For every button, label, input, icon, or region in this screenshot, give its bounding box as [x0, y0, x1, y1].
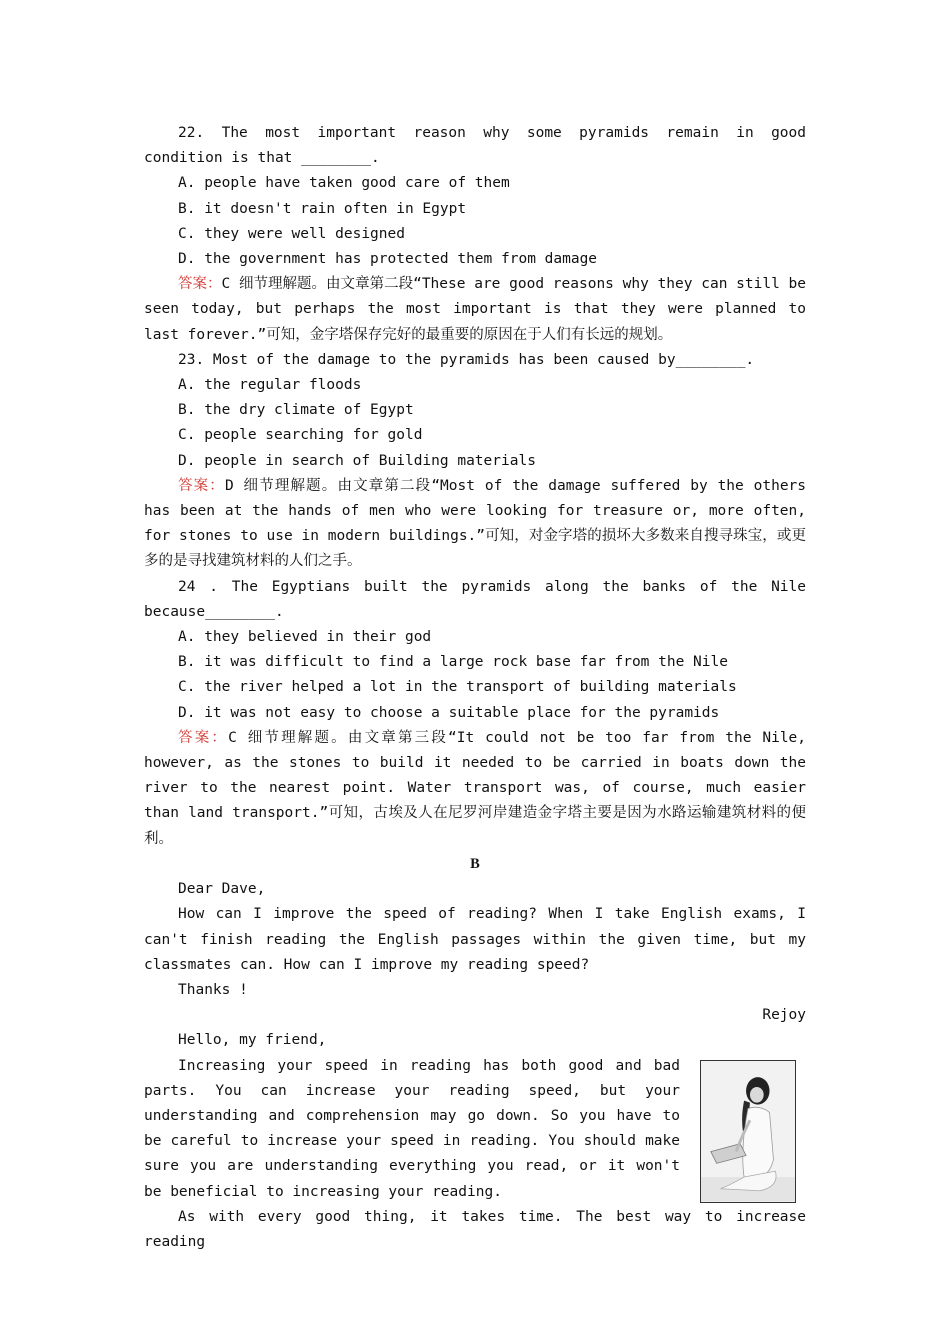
answer-label: 答案： — [178, 276, 222, 293]
q22-answer — [144, 272, 806, 348]
q23-stem: 23. Most of the damage to the pyramids has been caused by________. — [178, 351, 755, 368]
q24-answer-text: C 细节理解题。由文章第三段“It could not be too far from the Nile, however, as the stones to build it needed to be carried in boats down the river to the nearest point. Water transport was, of course, much easier than land transport.”可知，古埃及人在尼罗河岸建造金字塔主要是因为水路运输建筑材料的便利。 — [144, 729, 807, 847]
q22-option-c: C. they were well designed — [178, 225, 405, 242]
q22-stem: 22. The most important reason why some pyramids remain in good condition is that ________. — [144, 125, 806, 167]
q24-option-a: A. they believed in their god — [178, 629, 432, 646]
document-page — [144, 121, 806, 1255]
q22-option-a: A. people have taken good care of them — [178, 175, 510, 192]
q23-answer-text: D 细节理解题。由文章第二段“Most of the damage suffered by the others has been at the hands of men who were looking for treasure or, more often, for stones to use in modern buildings.”可知，对金字塔的损坏大多数来自搜寻珠宝，或更多的是寻找建筑材料的人们之手。 — [144, 477, 807, 570]
q23-option-d: D. people in search of Building materials — [178, 452, 536, 469]
girl-reading-photo — [700, 1060, 796, 1203]
q23-option-b: B. the dry climate of Egypt — [178, 402, 414, 419]
q23-option-a: A. the regular floods — [178, 377, 362, 394]
section-heading: B — [470, 855, 480, 872]
reply-paragraph-1: Increasing your speed in reading has both good and bad parts. You can increase your reading speed, but your understanding and comprehension may go down. So you have to be careful to increase your speed in reading. You should make sure you are understanding everything you read, or it won't be beneficial to increasing your reading. — [144, 1057, 680, 1200]
q23-answer — [144, 474, 806, 575]
q22-answer-text: C 细节理解题。由文章第二段“These are good reasons why they can still be seen today, but perhaps the most important is that they were planned to last forever.”可知，金字塔保存完好的最重要的原因在于人们有长远的规划。 — [144, 276, 807, 343]
q24-stem: 24 . The Egyptians built the pyramids along the banks of the Nile because________. — [144, 578, 806, 620]
letter-signature: Rejoy — [762, 1007, 806, 1024]
girl-reading-icon — [701, 1061, 795, 1202]
q24-option-b: B. it was difficult to find a large rock base far from the Nile — [178, 654, 728, 671]
letter-thanks: Thanks ! — [178, 981, 248, 998]
q24-answer — [144, 726, 806, 852]
q22-option-b: B. it doesn't rain often in Egypt — [178, 200, 467, 217]
answer-label: 答案： — [178, 477, 225, 494]
letter-greeting: Dear Dave, — [178, 881, 266, 898]
letter-body: How can I improve the speed of reading? When I take English exams, I can't finish reading the English passages within the given time, but my classmates can. How can I improve my reading speed? — [144, 906, 806, 973]
q24-option-d: D. it was not easy to choose a suitable place for the pyramids — [178, 704, 720, 721]
answer-label: 答案： — [178, 729, 229, 746]
q23-option-c: C. people searching for gold — [178, 427, 423, 444]
reply-paragraph-2: As with every good thing, it takes time. The best way to increase reading — [144, 1208, 806, 1250]
q22-option-d: D. the government has protected them from damage — [178, 251, 598, 268]
reply-greeting: Hello, my friend, — [178, 1032, 327, 1049]
q24-option-c: C. the river helped a lot in the transport of building materials — [178, 679, 737, 696]
